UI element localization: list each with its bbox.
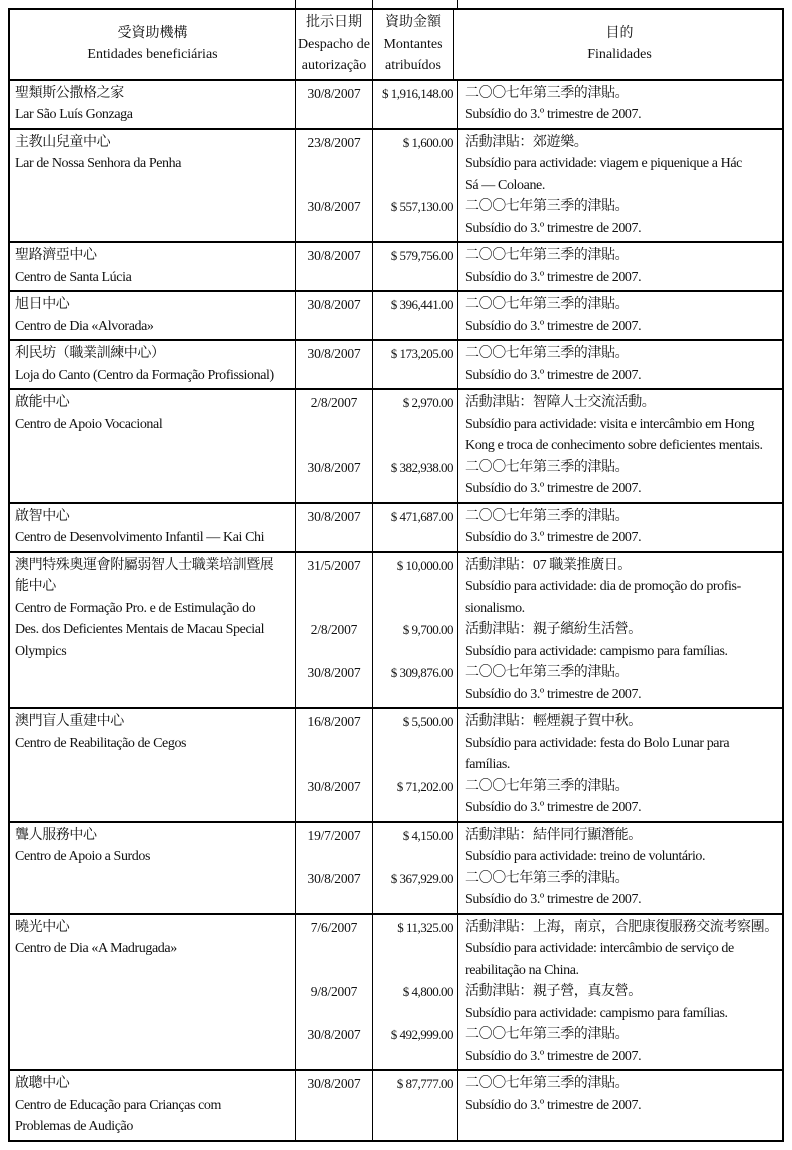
header-beneficiary-pt: Entidades beneficiárias [87, 47, 218, 63]
beneficiary-line: Centro de Desenvolvimento Infantil — Kai Chi [15, 530, 265, 545]
date-value [296, 576, 372, 598]
beneficiary-line: Des. dos Deficientes Mentais de Macau Special [15, 622, 265, 637]
purpose-cell [458, 243, 782, 290]
beneficiary-line: Centro de Dia «Alvorada» [15, 318, 154, 334]
amount-value [373, 797, 453, 819]
amount-cell [373, 1071, 458, 1140]
date-cell [296, 504, 373, 551]
date-value [296, 754, 372, 776]
date-cell [296, 823, 373, 913]
date-value [296, 175, 372, 197]
purpose-cell [458, 390, 782, 502]
beneficiary-line: Lar São Luís Gonzaga [15, 107, 133, 122]
beneficiary-line: 曉光中心 [15, 919, 70, 935]
beneficiary-line: Olympics [15, 643, 67, 659]
date-value [296, 414, 372, 436]
amount-value [373, 889, 453, 911]
purpose-line: 二〇〇七年第三季的津貼。 [465, 459, 629, 475]
date-value [296, 104, 372, 126]
date-value [296, 684, 372, 706]
date-cell [296, 709, 373, 821]
beneficiary-line: Lar de Nossa Senhora da Penha [15, 156, 182, 171]
beneficiary-cell [10, 341, 296, 388]
purpose-line: Subsídio do 3.º trimestre de 2007. [465, 107, 642, 122]
amount-value [373, 153, 453, 175]
table-row [10, 1071, 782, 1140]
purpose-line: sionalismo. [465, 600, 525, 616]
date-value: 30/8/2007 [307, 346, 361, 361]
amount-value: $ 557,130.00 [390, 199, 453, 214]
amount-value: $ 1,916,148.00 [382, 85, 453, 101]
amount-value [373, 960, 453, 982]
header-amount-pt1: Montantes [383, 36, 443, 52]
amount-value [373, 527, 453, 549]
amount-value: $ 173,205.00 [390, 346, 453, 361]
purpose-line: Subsídio do 3.º trimestre de 2007. [465, 1048, 642, 1064]
date-value [296, 435, 372, 457]
date-value: 30/8/2007 [307, 85, 361, 101]
date-value: 30/8/2007 [307, 665, 361, 680]
purpose-line: 二〇〇七年第三季的津貼。 [465, 778, 629, 794]
date-value: 30/8/2007 [307, 778, 361, 794]
header-date [296, 10, 373, 79]
purpose-cell [458, 823, 782, 913]
purpose-line: Subsídio do 3.º trimestre de 2007. [465, 318, 642, 334]
purpose-line: Subsídio do 3.º trimestre de 2007. [465, 481, 642, 496]
amount-value [373, 846, 453, 868]
purpose-cell [458, 341, 782, 388]
date-value [296, 218, 372, 240]
purpose-line: Subsídio para actividade: intercâmbio de serviço de [465, 941, 734, 956]
amount-value: $ 2,970.00 [402, 395, 453, 410]
beneficiary-cell [10, 709, 296, 821]
date-value [296, 316, 372, 338]
date-value [296, 153, 372, 175]
amount-value [373, 733, 453, 755]
date-value: 2/8/2007 [310, 395, 358, 410]
amount-value: $ 492,999.00 [390, 1027, 453, 1042]
date-value [296, 1003, 372, 1025]
purpose-line: Subsídio para actividade: treino de voluntário. [465, 849, 706, 864]
amount-value [373, 104, 453, 126]
amount-value: $ 1,600.00 [402, 134, 453, 150]
purpose-cell [458, 915, 782, 1070]
purpose-line: Subsídio para actividade: dia de promoção do profis- [465, 579, 741, 594]
purpose-line: 活動津貼：親子繽紛生活營。 [465, 622, 642, 637]
beneficiary-cell [10, 130, 296, 242]
beneficiary-line: Centro de Formação Pro. e de Estimulação do [15, 600, 256, 616]
beneficiary-cell [10, 553, 296, 708]
beneficiary-cell [10, 915, 296, 1070]
date-value [296, 960, 372, 982]
purpose-line: reabilitação na China. [465, 962, 579, 978]
date-value [296, 797, 372, 819]
beneficiary-line: Centro de Apoio a Surdos [15, 849, 151, 864]
purpose-line: 活動津貼：智障人士交流活動。 [465, 395, 656, 410]
amount-cell [373, 390, 458, 502]
purpose-line: 活動津貼：親子營，真友營。 [465, 984, 642, 999]
purpose-cell [458, 1071, 782, 1140]
purpose-line: Subsídio para actividade: visita e intercâmbio em Hong [465, 416, 755, 432]
beneficiary-line: 啟聰中心 [15, 1076, 70, 1091]
date-cell [296, 243, 373, 290]
table-row [10, 292, 782, 341]
amount-value: $ 10,000.00 [396, 557, 453, 573]
date-value: 30/8/2007 [307, 870, 361, 886]
amount-value: $ 382,938.00 [390, 459, 453, 475]
purpose-cell [458, 504, 782, 551]
table-row [10, 823, 782, 915]
header-amount-zh: 資助金額 [385, 15, 441, 30]
amount-value [373, 175, 453, 197]
amount-cell [373, 915, 458, 1070]
header-date-zh: 批示日期 [306, 15, 362, 30]
amount-value: $ 4,800.00 [402, 984, 453, 999]
beneficiary-cell [10, 390, 296, 502]
date-cell [296, 292, 373, 339]
date-value: 9/8/2007 [310, 984, 358, 999]
beneficiary-line: Centro de Reabilitação de Cegos [15, 735, 187, 751]
date-value [296, 267, 372, 289]
amount-value [373, 218, 453, 240]
amount-value [373, 684, 453, 706]
beneficiary-line: 利民坊（職業訓練中心） [15, 346, 165, 361]
beneficiary-line: Centro de Educação para Crianças com [15, 1097, 221, 1113]
amount-value [373, 435, 453, 457]
date-value: 30/8/2007 [307, 508, 361, 524]
purpose-cell [458, 130, 782, 242]
table-body [10, 81, 782, 1140]
beneficiary-cell [10, 81, 296, 128]
beneficiary-line: Centro de Santa Lúcia [15, 269, 132, 285]
purpose-line: 二〇〇七年第三季的津貼。 [465, 297, 629, 312]
date-cell [296, 341, 373, 388]
amount-value [373, 754, 453, 776]
date-cell [296, 915, 373, 1070]
purpose-line: Subsídio do 3.º trimestre de 2007. [465, 686, 642, 702]
table-row [10, 81, 782, 130]
date-value: 19/7/2007 [307, 827, 361, 843]
amount-value [373, 1046, 453, 1068]
beneficiary-cell [10, 504, 296, 551]
header-amount-pt2: atribuídos [385, 58, 441, 73]
purpose-line: 二〇〇七年第三季的津貼。 [465, 346, 629, 361]
beneficiary-line: 啟能中心 [15, 395, 70, 410]
amount-value: $ 71,202.00 [396, 778, 453, 794]
purpose-line: Kong e troca de conhecimento sobre deficientes mentais. [465, 438, 763, 453]
date-value: 30/8/2007 [307, 1027, 361, 1042]
table-row [10, 553, 782, 710]
header-beneficiary-zh: 受資助機構 [117, 25, 188, 41]
purpose-line: Subsídio do 3.º trimestre de 2007. [465, 367, 642, 383]
amount-value [373, 478, 453, 500]
purpose-line: Subsídio para actividade: campismo para famílias. [465, 1005, 728, 1021]
purpose-line: 二〇〇七年第三季的津貼。 [465, 85, 629, 101]
date-value [296, 641, 372, 663]
amount-cell [373, 709, 458, 821]
beneficiary-line: 啟智中心 [15, 508, 70, 524]
amount-value [373, 267, 453, 289]
beneficiary-cell [10, 1071, 296, 1140]
table-row [10, 341, 782, 390]
amount-value [373, 598, 453, 620]
beneficiary-line: 聖路濟亞中心 [15, 248, 97, 263]
amount-cell [373, 81, 458, 128]
beneficiary-line: 聾人服務中心 [15, 827, 97, 843]
table-row [10, 709, 782, 823]
date-value: 2/8/2007 [310, 622, 358, 637]
amount-value [373, 1003, 453, 1025]
date-value [296, 938, 372, 960]
header-amount [373, 10, 454, 79]
purpose-line: Subsídio do 3.º trimestre de 2007. [465, 800, 642, 815]
header-purpose-pt: Finalidades [587, 47, 652, 63]
purpose-line: Subsídio para actividade: viagem e piquenique a Hác [465, 156, 742, 171]
amount-value: $ 87,777.00 [396, 1076, 453, 1091]
purpose-line: 活動津貼：結伴同行顯潛能。 [465, 827, 642, 843]
purpose-line: 二〇〇七年第三季的津貼。 [465, 199, 629, 214]
amount-cell [373, 504, 458, 551]
purpose-line: 二〇〇七年第三季的津貼。 [465, 870, 629, 886]
date-value: 30/8/2007 [307, 199, 361, 214]
amount-value: $ 5,500.00 [402, 714, 453, 729]
header-purpose [454, 10, 782, 79]
purpose-line: Subsídio para actividade: campismo para famílias. [465, 643, 728, 659]
date-value [296, 1046, 372, 1068]
purpose-cell [458, 81, 782, 128]
amount-value [373, 316, 453, 338]
purpose-line: Sá — Coloane. [465, 177, 545, 193]
amount-cell [373, 823, 458, 913]
table-row [10, 243, 782, 292]
beneficiary-line: Loja do Canto (Centro da Formação Profissional) [15, 367, 274, 383]
date-value: 30/8/2007 [307, 459, 361, 475]
purpose-line: 二〇〇七年第三季的津貼。 [465, 1027, 629, 1042]
header-purpose-zh: 目的 [605, 25, 634, 41]
table-row [10, 130, 782, 244]
beneficiary-line: Problemas de Audição [15, 1119, 133, 1134]
header-beneficiary [10, 10, 296, 79]
date-value [296, 889, 372, 911]
date-value: 30/8/2007 [307, 248, 361, 263]
date-value: 30/8/2007 [307, 1076, 361, 1091]
date-value [296, 478, 372, 500]
purpose-line: Subsídio do 3.º trimestre de 2007. [465, 269, 642, 285]
purpose-cell [458, 553, 782, 708]
beneficiary-line: 能中心 [15, 579, 56, 594]
date-value: 31/5/2007 [307, 557, 361, 573]
purpose-line: 活動津貼：郊遊樂。 [465, 134, 588, 150]
subsidy-table [8, 8, 784, 1142]
purpose-line: famílias. [465, 757, 510, 772]
purpose-line: Subsídio do 3.º trimestre de 2007. [465, 530, 642, 545]
amount-value: $ 4,150.00 [402, 827, 453, 843]
amount-value: $ 309,876.00 [390, 665, 453, 680]
beneficiary-cell [10, 292, 296, 339]
date-value [296, 365, 372, 387]
amount-value: $ 9,700.00 [402, 622, 453, 637]
beneficiary-cell [10, 243, 296, 290]
table-row [10, 915, 782, 1072]
date-cell [296, 1071, 373, 1140]
purpose-line: 活動津貼：輕煙親子賀中秋。 [465, 714, 642, 729]
amount-cell [373, 243, 458, 290]
beneficiary-line: 澳門盲人重建中心 [15, 714, 124, 729]
beneficiary-line: 主教山兒童中心 [15, 134, 111, 150]
table-header-row [10, 10, 782, 81]
beneficiary-line: Centro de Apoio Vocacional [15, 416, 163, 432]
amount-value [373, 365, 453, 387]
amount-value [373, 576, 453, 598]
purpose-line: Subsídio do 3.º trimestre de 2007. [465, 1097, 642, 1113]
date-value [296, 1095, 372, 1117]
beneficiary-line: Centro de Dia «A Madrugada» [15, 941, 177, 956]
amount-value [373, 938, 453, 960]
beneficiary-cell [10, 823, 296, 913]
beneficiary-line: 旭日中心 [15, 297, 70, 312]
amount-value: $ 471,687.00 [390, 508, 453, 524]
date-value [296, 598, 372, 620]
date-value: 30/8/2007 [307, 297, 361, 312]
table-row [10, 504, 782, 553]
purpose-line: 二〇〇七年第三季的津貼。 [465, 1076, 629, 1091]
amount-value [373, 641, 453, 663]
purpose-line: 活動津貼：上海，南京，合肥康復服務交流考察團。 [465, 919, 778, 935]
date-value [296, 527, 372, 549]
amount-value: $ 396,441.00 [390, 297, 453, 312]
purpose-line: 二〇〇七年第三季的津貼。 [465, 508, 629, 524]
header-date-pt2: autorização [301, 58, 367, 73]
purpose-cell [458, 709, 782, 821]
amount-value [373, 1095, 453, 1117]
purpose-line: 活動津貼：07 職業推廣日。 [465, 557, 631, 573]
beneficiary-line: 澳門特殊奧運會附屬弱智人士職業培訓暨展 [15, 557, 274, 573]
amount-cell [373, 341, 458, 388]
purpose-cell [458, 292, 782, 339]
date-cell [296, 130, 373, 242]
date-cell [296, 390, 373, 502]
date-value [296, 846, 372, 868]
date-cell [296, 553, 373, 708]
purpose-line: 二〇〇七年第三季的津貼。 [465, 248, 629, 263]
purpose-line: Subsídio para actividade: festa do Bolo Lunar para [465, 735, 730, 751]
date-value: 7/6/2007 [310, 919, 358, 935]
purpose-line: 二〇〇七年第三季的津貼。 [465, 665, 629, 680]
table-row [10, 390, 782, 504]
date-cell [296, 81, 373, 128]
header-date-pt1: Despacho de [298, 36, 370, 52]
purpose-line: Subsídio do 3.º trimestre de 2007. [465, 220, 642, 236]
amount-cell [373, 130, 458, 242]
amount-value [373, 414, 453, 436]
date-value: 16/8/2007 [307, 714, 361, 729]
amount-cell [373, 553, 458, 708]
date-value: 23/8/2007 [307, 134, 361, 150]
amount-value: $ 367,929.00 [390, 870, 453, 886]
purpose-line: Subsídio do 3.º trimestre de 2007. [465, 892, 642, 907]
date-value [296, 733, 372, 755]
beneficiary-line: 聖類斯公撒格之家 [15, 85, 124, 101]
amount-value: $ 579,756.00 [390, 248, 453, 263]
amount-value: $ 11,325.00 [397, 919, 453, 935]
amount-cell [373, 292, 458, 339]
